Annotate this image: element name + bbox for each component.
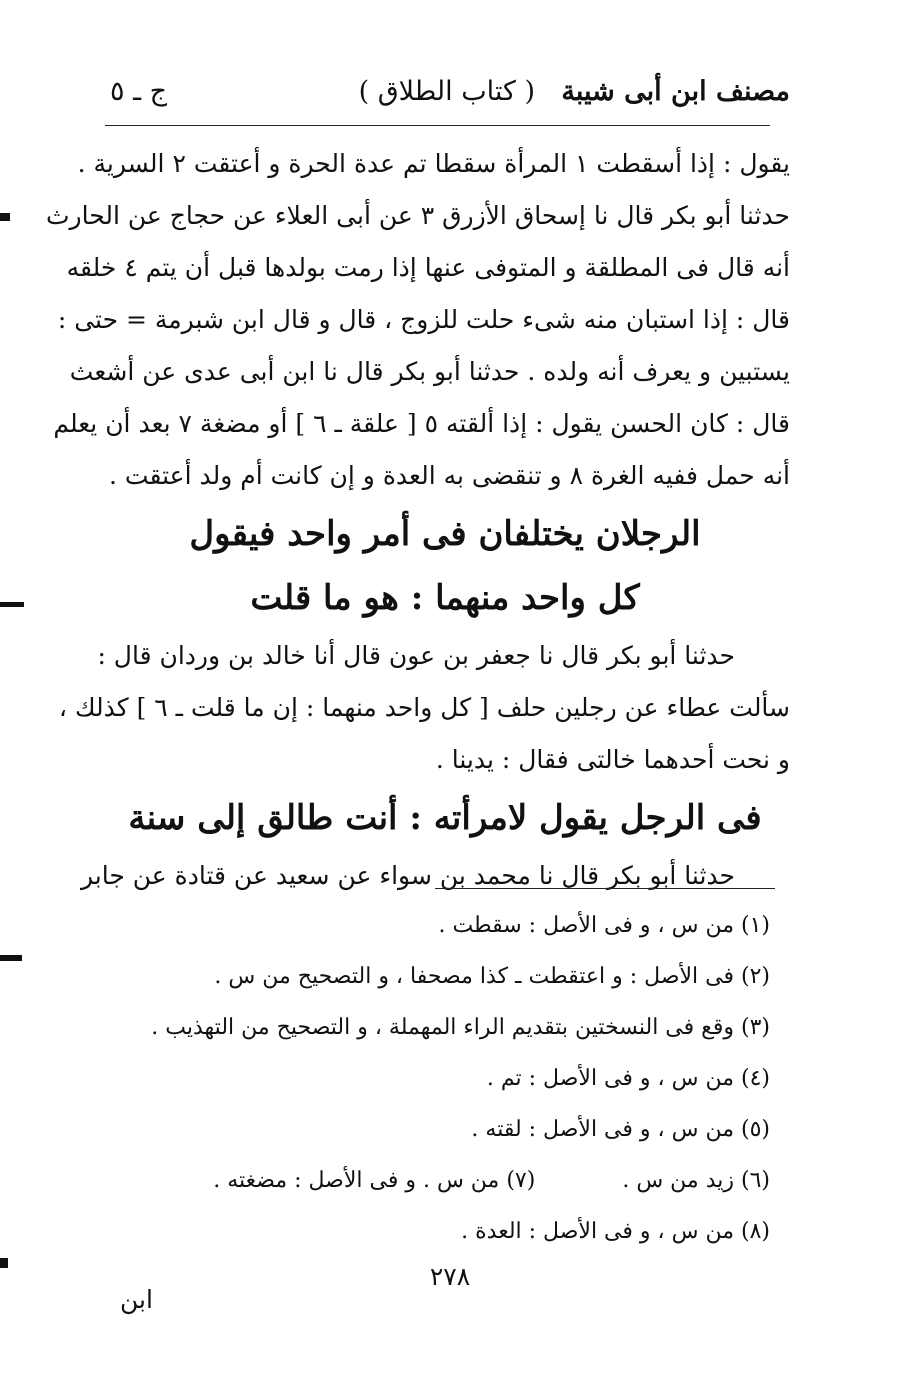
footnotes bbox=[100, 900, 790, 1257]
footnote: (٨) من س ، و فى الأصل : العدة . bbox=[461, 1219, 770, 1244]
edge-mark bbox=[0, 1258, 8, 1268]
footnote: (٤) من س ، و فى الأصل : تم . bbox=[486, 1066, 770, 1091]
text-line: حدثنا أبو بكر قال نا إسحاق الأزرق ٣ عن أبى العلاء عن حجاج عن الحارث bbox=[45, 201, 790, 230]
volume-number: ج ـ ٥ bbox=[110, 76, 168, 107]
text-line: يستبين و يعرف أنه ولده . حدثنا أبو بكر قال نا ابن أبى عدى عن أشعث bbox=[69, 357, 790, 386]
page-number: ٢٧٨ bbox=[429, 1262, 471, 1291]
text-line: أنه حمل ففيه الغرة ٨ و تنقضى به العدة و إن كانت أم ولد أعتقت . bbox=[109, 461, 790, 490]
text-line: و نحت أحدهما خالتى فقال : يدينا . bbox=[435, 745, 790, 774]
footnote: (١) من س ، و فى الأصل : سقطت . bbox=[438, 913, 770, 938]
footnote-rule bbox=[435, 888, 775, 889]
edge-mark bbox=[0, 213, 10, 221]
section-heading: فى الرجل يقول لامرأته : أنت طالق إلى سنة bbox=[128, 798, 762, 838]
section-heading: كل واحد منهما : هو ما قلت bbox=[250, 578, 640, 618]
edge-mark bbox=[0, 955, 22, 961]
footnote-pair bbox=[100, 1155, 790, 1206]
footnote: (٣) وقع فى النسختين بتقديم الراء المهملة ، و التصحيح من التهذيب . bbox=[151, 1015, 770, 1040]
text-line: قال : إذا استبان منه شىء حلت للزوج ، قال و قال ابن شبرمة = حتى : bbox=[57, 305, 790, 334]
book-title: مصنف ابن أبى شيبة bbox=[561, 76, 790, 107]
header-rule bbox=[105, 125, 770, 126]
text-line: أنه قال فى المطلقة و المتوفى عنها إذا رمت بولدها قبل أن يتم ٤ خلقه bbox=[66, 253, 790, 282]
footnote: (٦) زيد من س . bbox=[622, 1168, 770, 1193]
running-header bbox=[100, 70, 790, 120]
text-line: حدثنا أبو بكر قال نا محمد بن سواء عن سعيد عن قتادة عن جابر bbox=[80, 861, 735, 890]
text-line: قال : كان الحسن يقول : إذا ألقته ٥ [ علقة ـ ٦ ] أو مضغة ٧ بعد أن يعلم bbox=[53, 409, 790, 438]
text-line: سألت عطاء عن رجلين حلف [ كل واحد منهما : إن ما قلت ـ ٦ ] كذلك ، bbox=[58, 693, 790, 722]
footnote: (٧) من س . و فى الأصل : مضغته . bbox=[213, 1168, 536, 1193]
edge-mark bbox=[0, 602, 24, 607]
main-text bbox=[45, 138, 790, 902]
footnote: (٢) فى الأصل : و اعتقطت ـ كذا مصحفا ، و التصحيح من س . bbox=[214, 964, 770, 989]
text-line: يقول : إذا أسقطت ١ المرأة سقطا تم عدة الحرة و أعتقت ٢ السرية . bbox=[77, 149, 790, 178]
catchword: ابن bbox=[120, 1285, 153, 1314]
text-line: حدثنا أبو بكر قال نا جعفر بن عون قال أنا خالد بن وردان قال : bbox=[97, 641, 735, 670]
footnote: (٥) من س ، و فى الأصل : لقته . bbox=[471, 1117, 770, 1142]
section-heading: الرجلان يختلفان فى أمر واحد فيقول bbox=[189, 514, 701, 554]
chapter-title: ( كتاب الطلاق ) bbox=[358, 76, 535, 107]
